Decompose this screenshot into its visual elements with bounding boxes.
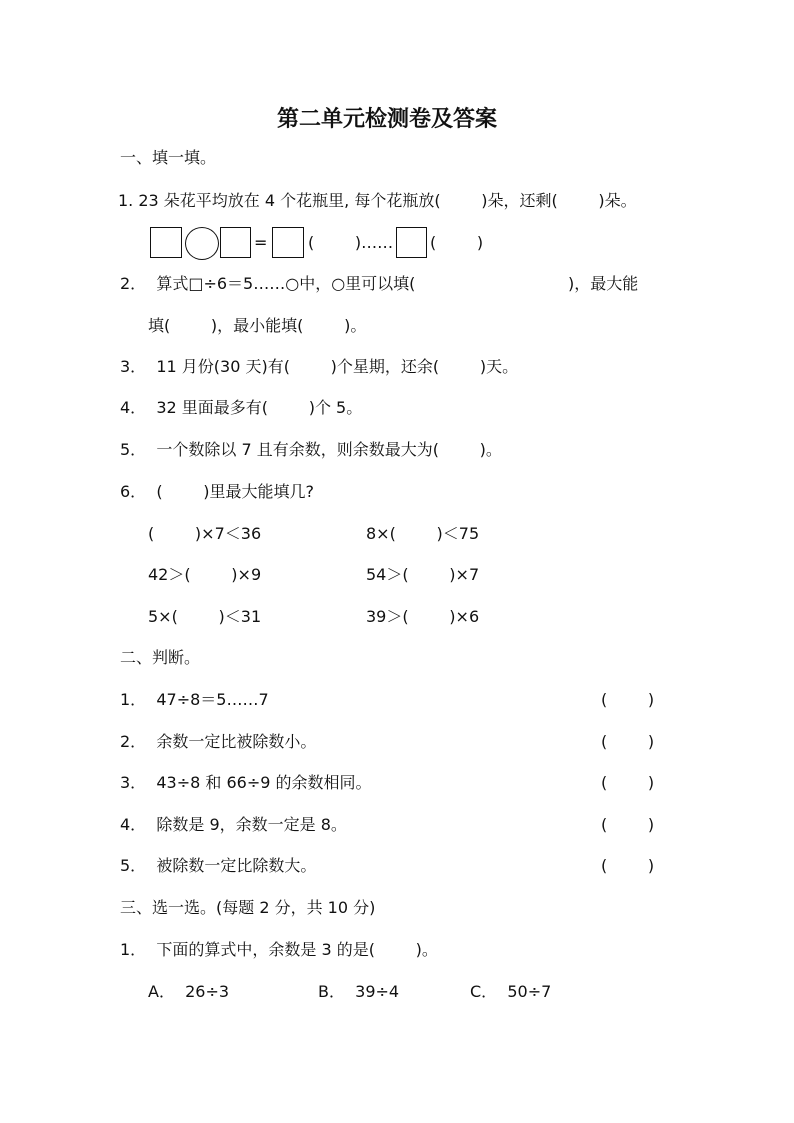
answer-box-quotient[interactable]: [272, 227, 304, 258]
judge-item: 2． 余数一定比被除数小。: [120, 732, 317, 751]
question-1-text: 1. 23 朵花平均放在 4 个花瓶里, 每个花瓶放( )朵，还剩( )朵。: [118, 191, 637, 210]
question-2-line-2: 填( )，最小能填( )。: [148, 316, 367, 335]
q6-item: 8×( )＜75: [366, 524, 480, 543]
judge-answer-paren[interactable]: ( ): [601, 690, 655, 709]
question-5: 5． 一个数除以 7 且有余数，则余数最大为( )。: [120, 440, 502, 459]
section-heading-judge: 二、判断。: [120, 648, 201, 667]
q6-item: ( )×7＜36: [148, 524, 262, 543]
q6-item: 5×( )＜31: [148, 607, 262, 626]
question-2-line-1: 2． 算式□÷6＝5……○中，○里可以填( )，最大能: [120, 274, 639, 293]
remainder-unit-paren: ( ): [430, 233, 484, 252]
question-3: 3． 11 月份(30 天)有( )个星期，还余( )天。: [120, 357, 519, 376]
q6-item: 54＞( )×7: [366, 565, 480, 584]
page-title: 第二单元检测卷及答案: [277, 107, 498, 132]
choice-option-c[interactable]: C． 50÷7: [470, 982, 552, 1001]
judge-item: 1． 47÷8＝5……7: [120, 690, 269, 709]
judge-answer-paren[interactable]: ( ): [601, 815, 655, 834]
question-6: 6． ( )里最大能填几?: [120, 482, 315, 501]
judge-item: 5． 被除数一定比除数大。: [120, 856, 317, 875]
question-4: 4． 32 里面最多有( )个 5。: [120, 398, 363, 417]
equals-sign: =: [254, 233, 268, 252]
answer-circle-operator[interactable]: [185, 227, 219, 260]
q6-item: 39＞( )×6: [366, 607, 480, 626]
choice-option-a[interactable]: A． 26÷3: [148, 982, 230, 1001]
judge-item: 4． 除数是 9，余数一定是 8。: [120, 815, 347, 834]
answer-box-remainder[interactable]: [396, 227, 427, 258]
quotient-unit-paren: ( )……: [308, 233, 394, 252]
choice-option-b[interactable]: B． 39÷4: [318, 982, 400, 1001]
q6-item: 42＞( )×9: [148, 565, 262, 584]
answer-box-divisor[interactable]: [220, 227, 251, 258]
judge-answer-paren[interactable]: ( ): [601, 773, 655, 792]
answer-box-dividend[interactable]: [150, 227, 182, 258]
judge-answer-paren[interactable]: ( ): [601, 732, 655, 751]
choice-question-1: 1． 下面的算式中，余数是 3 的是( )。: [120, 940, 438, 959]
section-heading-fill-in: 一、填一填。: [120, 148, 217, 167]
judge-item: 3． 43÷8 和 66÷9 的余数相同。: [120, 773, 372, 792]
section-heading-choose: 三、选一选。(每题 2 分，共 10 分): [120, 898, 376, 917]
judge-answer-paren[interactable]: ( ): [601, 856, 655, 875]
